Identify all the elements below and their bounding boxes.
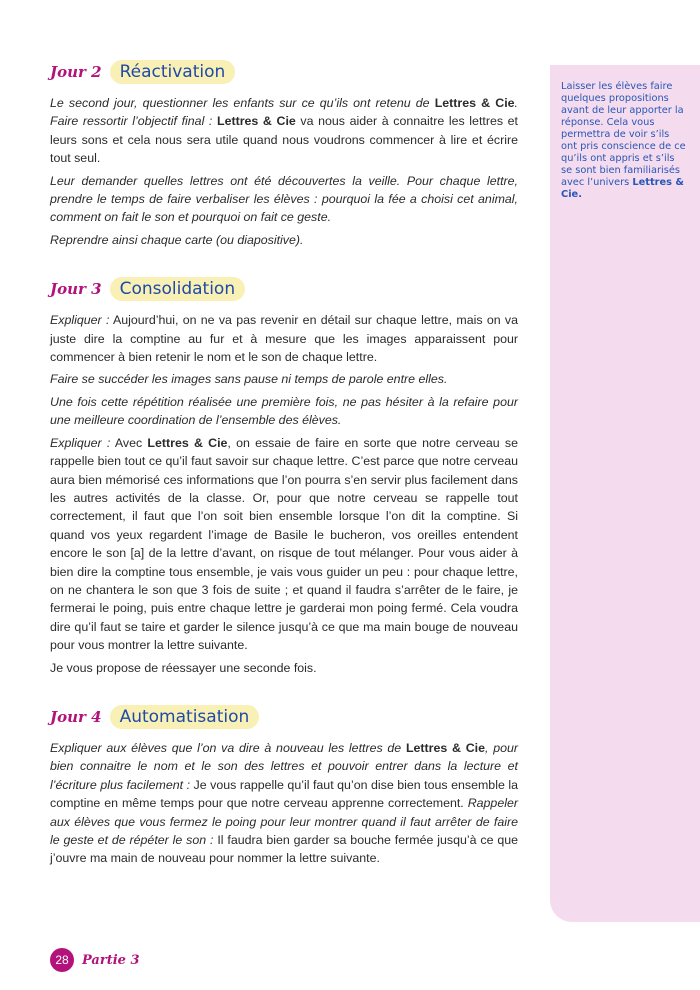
text-run: Il faudra bien garder sa bouche fermée jusqu’à ce que j’ouvre ma main de nouveau pour nommer la lettre suivante. [50, 833, 518, 866]
text-run: Je vous rappelle qu’il faut qu’on dise bien tous ensemble la comptine en même temps pour que notre cerveau apprenne correctement. [50, 777, 518, 811]
brand-name: Lettres & Cie [217, 114, 296, 129]
brand-name: Lettres & Cie [405, 740, 485, 755]
text-run: Avec [110, 435, 148, 450]
day-label: Jour 2 [50, 63, 102, 81]
text-run: Expliquer : [50, 435, 111, 450]
section-header [50, 705, 518, 729]
text-run: Laisser les élèves faire quelques propositions avant de leur apporter la réponse. Cela vous permettra de voir s’ils ont pris conscience de ce qu’ils ont appris et s’ils se sont bien familiarisés avec l’univers [561, 81, 686, 188]
section-title: Réactivation [110, 60, 236, 84]
text-run: Le second jour, questionner les enfants sur ce qu’ils ont retenu de [50, 96, 435, 110]
brand-name: Lettres & Cie [561, 177, 684, 200]
paragraph: Une fois cette répétition réalisée une première fois, ne pas hésiter à la refaire pour une meilleure coordination de l’ensemble des élèves. [50, 394, 518, 428]
sidebar-note [550, 65, 700, 922]
section-title: Consolidation [110, 277, 246, 301]
text-run: Rappeler aux élèves que vous fermez le poing pour leur montrer quand il faut arrêter de faire le geste et de répéter le son : [50, 796, 518, 847]
paragraph [50, 739, 518, 868]
text-run: . [578, 189, 582, 200]
section-jour-3 [50, 277, 518, 677]
brand-name: Lettres & Cie [434, 96, 515, 110]
main-content [50, 60, 518, 896]
brand-name: Lettres & Cie [147, 435, 228, 450]
paragraph [50, 311, 518, 366]
page-number: 28 [50, 948, 74, 972]
day-label: Jour 4 [50, 707, 102, 726]
text-run: va nous aider à connaitre les lettres et leurs sons et cela nous sera utile quand nous voudrons commencer à lire et écrire tout seul. [50, 114, 518, 166]
part-label: Partie 3 [82, 952, 140, 968]
text-run: , pour bien connaitre le nom et le son des lettres et pouvoir entrer dans la lecture et l’écriture plus facilement : [50, 740, 518, 792]
section-title: Automatisation [110, 705, 260, 729]
section-jour-4 [50, 705, 518, 868]
section-header [50, 277, 518, 301]
sidebar-text [561, 81, 686, 201]
section-jour-2 [50, 60, 518, 249]
paragraph: Faire se succéder les images sans pause ni temps de parole entre elles. [50, 372, 448, 387]
paragraph [50, 434, 518, 655]
paragraph: Je vous propose de réessayer une seconde fois. [50, 660, 317, 675]
paragraph: Reprendre ainsi chaque carte (ou diapositive). [50, 232, 304, 247]
text-run: , on essaie de faire en sorte que notre cerveau se rappelle bien tout ce qu’il faut savoir sur chaque lettre. C’est parce que notre cerveau aura bien mémorisé ces informations que l’on pourra s’en servir plus facilement dans les autres activités de la classe. Or, pour que notre cerveau se rappelle tout correctement, il faut que l’on soit bien ensemble lorsque l’on dit la comptine. Si quand vos yeux regardent l’image de Basile le bucheron, vos oreilles entendent encore le son [a] de la lettre d’avant, on risque de tout mélanger. Pour vous aider à bien dire la comptine tous ensemble, je vais vous guider un peu : pour chaque lettre, on ne chantera le son que 3 fois de suite ; et quand il faudra s’arrêter de le faire, je fermerai le poing, puis entre chaque lettre je garderai mon poing fermé. Cela voudra dire qu’il faut se taire et garder le silence jusqu’à ce que ma main bouge de nouveau pour vous montrer la lettre suivante. [50, 435, 518, 653]
page-footer [50, 948, 139, 972]
text-run: Expliquer aux élèves que l’on va dire à nouveau les lettres de [50, 740, 406, 755]
text-run: Aujourd’hui, on ne va pas revenir en détail sur chaque lettre, mais on va juste dire la comptine au fur et à mesure que les images apparaissent pour commencer à bien retenir le nom et le son de chaque lettre. [50, 313, 518, 365]
paragraph [50, 94, 518, 168]
text-run: Expliquer : [50, 313, 110, 328]
paragraph: Leur demander quelles lettres ont été découvertes la veille. Pour chaque lettre, prendre le temps de faire verbaliser les élèves : pourquoi la fée a choisi cet animal, comment on fait le son et pourquoi on fait ce geste. [50, 173, 518, 225]
section-header [50, 60, 518, 84]
text-run: . Faire ressortir l’objectif final : [50, 96, 518, 129]
day-label: Jour 3 [50, 280, 102, 299]
